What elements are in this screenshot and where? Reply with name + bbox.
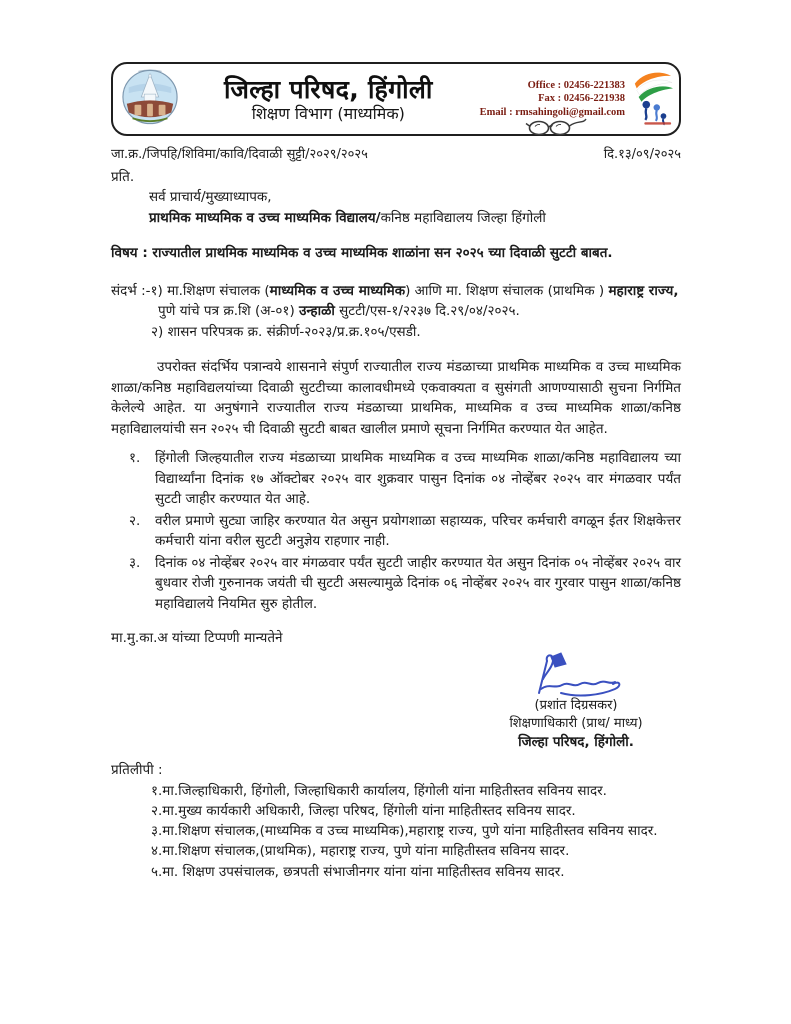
copies-label: प्रतिलीपी : bbox=[111, 762, 163, 778]
signatory-organization: जिल्हा परिषद, हिंगोली. bbox=[518, 734, 634, 750]
ref2-c: सुटटी/एस-१/२२३७ दि.२९/०४/२०२५. bbox=[334, 303, 520, 319]
reference-1-cont bbox=[158, 301, 681, 322]
recipient-line1: सर्व प्राचार्य/मुख्याध्यापक, bbox=[149, 189, 272, 205]
amrit-mahotsav-logo bbox=[631, 68, 673, 130]
contact-block bbox=[480, 79, 625, 120]
reference-1 bbox=[111, 281, 681, 302]
subject-line: विषय : राज्यातील प्राथमिक माध्यमिक व उच्च माध्यमिक शाळांना सन २०२५ च्या दिवाळी सुटटी बाबत. bbox=[111, 245, 613, 261]
point-3-number: ३. bbox=[129, 554, 141, 571]
copy-item-4: ४.मा.शिक्षण संचालक,(प्राथमिक), महाराष्ट्र राज्य, पुणे यांना माहितीस्तव सविनय सादर. bbox=[151, 843, 570, 860]
outward-row bbox=[111, 145, 681, 166]
point-1 bbox=[129, 448, 681, 510]
office-phone: Office : 02456-221383 bbox=[527, 79, 625, 91]
references-block bbox=[111, 281, 681, 343]
copy-item-5: ५.मा. शिक्षण उपसंचालक, छत्रपती संभाजीनगर यांना यांना माहितीस्तव सविनय सादर. bbox=[151, 863, 565, 880]
signatory-name: (प्रशांत दिग्रसकर) bbox=[534, 697, 618, 713]
department-subtitle: शिक्षण विभाग (माध्यमिक) bbox=[251, 103, 405, 123]
copy-item-1: १.मा.जिल्हाधिकारी, हिंगोली, जिल्हाधिकारी कार्यालय, हिंगोली यांना माहितीस्तव सविनय सादर. bbox=[151, 782, 607, 799]
recipient-line2 bbox=[149, 208, 681, 229]
point-2 bbox=[129, 511, 681, 552]
copy-item-3: ३.मा.शिक्षण संचालक,(माध्यमिक व उच्च माध्यमिक),महाराष्ट्र राज्य, पुणे यांना माहितीस्तव सविनय सादर. bbox=[151, 823, 658, 840]
point-2-number: २. bbox=[129, 512, 141, 529]
recipient-line2-bold: प्राथमिक माध्यमिक व उच्च माध्यमिक विद्यालय/ bbox=[149, 209, 381, 226]
signature-scribble bbox=[521, 651, 631, 697]
points-list bbox=[111, 448, 681, 614]
point-1-number: १. bbox=[129, 450, 141, 466]
signature-block bbox=[471, 651, 681, 753]
ref1-a: संदर्भ :-१) मा.शिक्षण संचालक ( bbox=[111, 282, 270, 299]
fax-number: Fax : 02456-221938 bbox=[538, 93, 625, 105]
letter-content bbox=[111, 62, 681, 882]
signature-area bbox=[111, 651, 681, 753]
letterhead-titles bbox=[183, 76, 476, 123]
ref2-a: पुणे यांचे पत्र क्र.शि (अ-०१) bbox=[158, 303, 299, 319]
point-1-text: हिंगोली जिल्हयातील राज्य मंडळाच्या प्राथमिक माध्यमिक व उच्च माध्यमिक शाळा/कनिष्ठ महाविद्यालय च्या विद्यार्थ्यांना दिनांक १७ ऑक्टोबर २०२५ वार शुक्रवार पासुन दिनांक ०४ नोव्हेंबर २०२५ वार मंगळवार पर्यंत सुटटी जाहीर करण्यात येत आहे. bbox=[155, 450, 681, 507]
signatory-designation: शिक्षणाधिकारी (प्राथ/ माध्य) bbox=[509, 715, 643, 731]
org-title: जिल्हा परिषद, हिंगोली bbox=[223, 74, 433, 104]
point-2-text: वरील प्रमाणे सुट्या जाहिर करण्यात येत असुन प्रयोगशाळा सहाय्यक, परिचर कर्मचारी वगळून ईतर शिक्षकेत्तर कर्मचारी यांना वरील सुटटी अनुज्ञेय राहणार नाही. bbox=[155, 512, 681, 549]
letter-date: दि.१३/०९/२०२५ bbox=[603, 147, 681, 162]
approval-note: मा.मु.का.अ यांच्या टिप्पणी मान्यतेने bbox=[111, 630, 283, 646]
copies-block bbox=[111, 760, 681, 882]
email-address: Email : rmsahingoli@gmail.com bbox=[479, 106, 625, 118]
to-label: प्रति. bbox=[111, 168, 135, 185]
letterhead bbox=[111, 62, 681, 136]
zilla-parishad-emblem-logo bbox=[121, 68, 179, 130]
body-paragraph: उपरोक्त संदर्भिय पत्रान्वये शासनाने संपुर्ण राज्यातील राज्य मंडळाच्या प्राथमिक माध्यमिक व उच्च माध्यमिक शाळा/कनिष्ठ महाविद्यलयांच्या दिवाळी सुटटीच्या कालावधीमध्ये एकवाक्यता व सुसंगती आणण्यासाठी सुचना निर्गमित केलेल्ये आहेत. या अनुषंगाने राज्यातील राज्य मंडळाच्या प्राथमिक, माध्यमिक व उच्च माध्यमिक शाळा/कनिष्ठ महाविद्यालयांची सन २०२५ ची दिवाळी सुटटी बाबत खालील प्रमाणे सूचना निर्गमित करण्यात येत आहेत. bbox=[111, 359, 681, 437]
ref1-b: माध्यमिक व उच्च माध्यमिक bbox=[269, 282, 406, 299]
point-3-text: दिनांक ०४ नोव्हेंबर २०२५ वार मंगळवार पर्यंत सुटटी जाहीर करण्यात येत असुन दिनांक ०५ नोव्हेंबर २०२५ वार बुधवार रोजी गुरुनानक जयंती ची सुटटी असल्यामुळे दिनांक ०६ नोव्हेंबर २०२५ वार गुरवार पासुन शाळा/कनिष्ठ महाविद्यालये नियमित सुरु होतील. bbox=[155, 554, 681, 612]
ref2-b: उन्हाळी bbox=[299, 303, 335, 319]
reference-2: २) शासन परिपत्रक क्र. संक्रीर्ण-२०२३/प्र.क्र.१०५/एसडी. bbox=[151, 323, 421, 340]
ref1-d: महाराष्ट्र राज्य, bbox=[608, 282, 679, 299]
copy-item-2: २.मा.मुख्य कार्यकारी अधिकारी, जिल्हा परिषद, हिंगोली यांना माहितीस्तद सविनय सादर. bbox=[151, 802, 576, 819]
recipient-line2-rest: कनिष्ठ महाविद्यालय जिल्हा हिंगोली bbox=[380, 209, 546, 226]
point-3 bbox=[129, 553, 681, 615]
gandhi-glasses-icon bbox=[525, 117, 587, 143]
outward-number: जा.क्र./जिपहि/शिविमा/कावि/दिवाळी सुट्टी/२०२९/२०२५ bbox=[111, 147, 368, 162]
ref1-c: ) आणि मा. शिक्षण संचालक (प्राथमिक ) bbox=[405, 282, 609, 299]
